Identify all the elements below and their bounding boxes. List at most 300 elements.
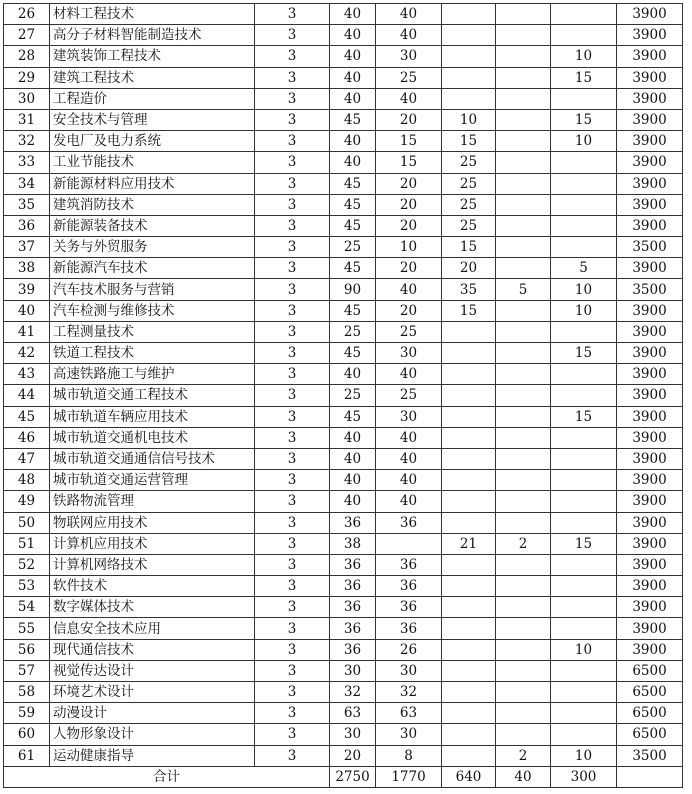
tuition-fee: 3900 <box>617 427 683 448</box>
table-row <box>4 279 683 300</box>
enrollment-total: 20 <box>330 745 376 766</box>
enrollment-col2: 25 <box>442 215 496 236</box>
enrollment-col2 <box>442 343 496 364</box>
row-number: 51 <box>4 533 50 554</box>
enrollment-total: 45 <box>330 300 376 321</box>
enrollment-total: 45 <box>330 173 376 194</box>
enrollment-col2 <box>442 364 496 385</box>
major-name: 建筑消防技术 <box>50 194 255 215</box>
enrollment-col3: 2 <box>496 745 551 766</box>
enrollment-total: 25 <box>330 385 376 406</box>
enrollment-col2 <box>442 448 496 469</box>
enrollment-col4 <box>551 724 617 745</box>
tuition-fee: 3900 <box>617 618 683 639</box>
enrollment-col3 <box>496 470 551 491</box>
enrollment-col2 <box>442 470 496 491</box>
enrollment-col1: 30 <box>376 660 442 681</box>
tuition-fee: 3900 <box>617 4 683 25</box>
study-years: 3 <box>255 152 330 173</box>
enrollment-col1: 25 <box>376 385 442 406</box>
study-years: 3 <box>255 660 330 681</box>
enrollment-col4 <box>551 660 617 681</box>
row-number: 37 <box>4 237 50 258</box>
major-name: 动漫设计 <box>50 703 255 724</box>
row-number: 39 <box>4 279 50 300</box>
table-row <box>4 512 683 533</box>
enrollment-col1: 40 <box>376 4 442 25</box>
enrollment-col1: 40 <box>376 448 442 469</box>
enrollment-col2: 25 <box>442 194 496 215</box>
study-years: 3 <box>255 554 330 575</box>
table-row <box>4 745 683 766</box>
table-row <box>4 554 683 575</box>
row-number: 33 <box>4 152 50 173</box>
study-years: 3 <box>255 109 330 130</box>
table-row <box>4 448 683 469</box>
enrollment-col1: 40 <box>376 470 442 491</box>
enrollment-col4 <box>551 576 617 597</box>
enrollment-col3 <box>496 406 551 427</box>
enrollment-col2 <box>442 576 496 597</box>
enrollment-col1: 20 <box>376 258 442 279</box>
major-name: 新能源汽车技术 <box>50 258 255 279</box>
study-years: 3 <box>255 237 330 258</box>
enrollment-col4 <box>551 152 617 173</box>
table-row <box>4 194 683 215</box>
tuition-fee: 3900 <box>617 597 683 618</box>
enrollment-total: 90 <box>330 279 376 300</box>
major-name: 高速铁路施工与维护 <box>50 364 255 385</box>
enrollment-col1: 15 <box>376 152 442 173</box>
enrollment-col4: 5 <box>551 258 617 279</box>
enrollment-col1: 25 <box>376 67 442 88</box>
tuition-fee: 3900 <box>617 470 683 491</box>
table-row <box>4 152 683 173</box>
enrollment-total: 40 <box>330 152 376 173</box>
row-number: 36 <box>4 215 50 236</box>
enrollment-col3 <box>496 576 551 597</box>
enrollment-col4: 15 <box>551 67 617 88</box>
enrollment-col4 <box>551 554 617 575</box>
table-row <box>4 491 683 512</box>
enrollment-col2 <box>442 25 496 46</box>
major-name: 数字媒体技术 <box>50 597 255 618</box>
study-years: 3 <box>255 427 330 448</box>
study-years: 3 <box>255 470 330 491</box>
row-number: 30 <box>4 88 50 109</box>
enrollment-col2 <box>442 724 496 745</box>
table-row <box>4 470 683 491</box>
enrollment-col4 <box>551 215 617 236</box>
enrollment-col3: 2 <box>496 533 551 554</box>
row-number: 43 <box>4 364 50 385</box>
table-row <box>4 215 683 236</box>
enrollment-col2 <box>442 660 496 681</box>
table-row <box>4 660 683 681</box>
major-name: 工业节能技术 <box>50 152 255 173</box>
tuition-fee: 3900 <box>617 109 683 130</box>
study-years: 3 <box>255 682 330 703</box>
enrollment-col2 <box>442 406 496 427</box>
row-number: 58 <box>4 682 50 703</box>
tuition-fee: 3900 <box>617 406 683 427</box>
major-name: 城市轨道交通机电技术 <box>50 427 255 448</box>
enrollment-total: 40 <box>330 25 376 46</box>
enrollment-col1: 26 <box>376 639 442 660</box>
row-number: 32 <box>4 131 50 152</box>
enrollment-col1: 40 <box>376 364 442 385</box>
enrollment-total: 40 <box>330 364 376 385</box>
tuition-fee: 3900 <box>617 491 683 512</box>
row-number: 61 <box>4 745 50 766</box>
enrollment-total: 36 <box>330 554 376 575</box>
enrollment-col2 <box>442 321 496 342</box>
tuition-fee: 3900 <box>617 152 683 173</box>
enrollment-col4: 15 <box>551 109 617 130</box>
enrollment-col3 <box>496 512 551 533</box>
study-years: 3 <box>255 67 330 88</box>
enrollment-total: 36 <box>330 512 376 533</box>
study-years: 3 <box>255 88 330 109</box>
enrollment-col1: 40 <box>376 279 442 300</box>
enrollment-col3 <box>496 554 551 575</box>
enrollment-col1: 15 <box>376 131 442 152</box>
enrollment-col1: 30 <box>376 724 442 745</box>
tuition-fee: 3900 <box>617 131 683 152</box>
study-years: 3 <box>255 343 330 364</box>
row-number: 54 <box>4 597 50 618</box>
enrollment-total: 30 <box>330 724 376 745</box>
table-body <box>4 4 683 788</box>
enrollment-col3 <box>496 215 551 236</box>
row-number: 57 <box>4 660 50 681</box>
major-name: 汽车技术服务与营销 <box>50 279 255 300</box>
enrollment-total: 40 <box>330 131 376 152</box>
study-years: 3 <box>255 703 330 724</box>
enrollment-col1: 30 <box>376 343 442 364</box>
enrollment-col1: 40 <box>376 491 442 512</box>
enrollment-total: 36 <box>330 597 376 618</box>
enrollment-total: 25 <box>330 321 376 342</box>
enrollment-plan-table <box>3 3 683 788</box>
row-number: 47 <box>4 448 50 469</box>
major-name: 信息安全技术应用 <box>50 618 255 639</box>
enrollment-col3 <box>496 237 551 258</box>
enrollment-col3: 5 <box>496 279 551 300</box>
enrollment-total: 25 <box>330 237 376 258</box>
enrollment-total: 45 <box>330 406 376 427</box>
enrollment-col3 <box>496 173 551 194</box>
enrollment-col4: 15 <box>551 533 617 554</box>
table-row <box>4 258 683 279</box>
enrollment-col3 <box>496 321 551 342</box>
table-row <box>4 703 683 724</box>
enrollment-col3 <box>496 448 551 469</box>
enrollment-col4: 10 <box>551 131 617 152</box>
study-years: 3 <box>255 279 330 300</box>
enrollment-col1: 36 <box>376 597 442 618</box>
major-name: 高分子材料智能制造技术 <box>50 25 255 46</box>
table-row <box>4 4 683 25</box>
tuition-fee: 3900 <box>617 215 683 236</box>
tuition-fee: 3900 <box>617 639 683 660</box>
row-number: 50 <box>4 512 50 533</box>
enrollment-col2 <box>442 4 496 25</box>
enrollment-col3 <box>496 88 551 109</box>
enrollment-col1: 30 <box>376 46 442 67</box>
enrollment-col2 <box>442 512 496 533</box>
study-years: 3 <box>255 724 330 745</box>
enrollment-col3 <box>496 258 551 279</box>
table-row <box>4 237 683 258</box>
tuition-fee: 3500 <box>617 237 683 258</box>
row-number: 42 <box>4 343 50 364</box>
tuition-fee: 6500 <box>617 724 683 745</box>
enrollment-col2 <box>442 46 496 67</box>
enrollment-col4 <box>551 25 617 46</box>
total-row <box>4 766 683 787</box>
table-row <box>4 724 683 745</box>
enrollment-col4 <box>551 364 617 385</box>
enrollment-col3 <box>496 385 551 406</box>
table-row <box>4 67 683 88</box>
row-number: 26 <box>4 4 50 25</box>
enrollment-col2 <box>442 703 496 724</box>
enrollment-col2 <box>442 639 496 660</box>
total-label: 合计 <box>4 766 330 787</box>
enrollment-total: 63 <box>330 703 376 724</box>
enrollment-col1: 63 <box>376 703 442 724</box>
table-row <box>4 576 683 597</box>
row-number: 41 <box>4 321 50 342</box>
study-years: 3 <box>255 258 330 279</box>
enrollment-col2: 15 <box>442 237 496 258</box>
study-years: 3 <box>255 385 330 406</box>
enrollment-total: 45 <box>330 258 376 279</box>
major-name: 发电厂及电力系统 <box>50 131 255 152</box>
enrollment-col2 <box>442 618 496 639</box>
enrollment-col3 <box>496 639 551 660</box>
major-name: 环境艺术设计 <box>50 682 255 703</box>
enrollment-total: 36 <box>330 618 376 639</box>
enrollment-col1: 20 <box>376 173 442 194</box>
major-name: 铁路物流管理 <box>50 491 255 512</box>
table-row <box>4 25 683 46</box>
major-name: 现代通信技术 <box>50 639 255 660</box>
tuition-fee: 3900 <box>617 88 683 109</box>
enrollment-col4 <box>551 427 617 448</box>
study-years: 3 <box>255 406 330 427</box>
enrollment-col2 <box>442 554 496 575</box>
enrollment-col3 <box>496 25 551 46</box>
enrollment-col2: 35 <box>442 279 496 300</box>
major-name: 运动健康指导 <box>50 745 255 766</box>
tuition-fee: 3900 <box>617 300 683 321</box>
total-col2: 640 <box>442 766 496 787</box>
enrollment-col4 <box>551 470 617 491</box>
study-years: 3 <box>255 364 330 385</box>
table-row <box>4 639 683 660</box>
table-row <box>4 427 683 448</box>
table-row <box>4 173 683 194</box>
enrollment-total: 40 <box>330 67 376 88</box>
row-number: 38 <box>4 258 50 279</box>
tuition-fee: 3900 <box>617 25 683 46</box>
major-name: 关务与外贸服务 <box>50 237 255 258</box>
enrollment-col2 <box>442 385 496 406</box>
enrollment-col4: 10 <box>551 279 617 300</box>
major-name: 建筑工程技术 <box>50 67 255 88</box>
enrollment-col2: 25 <box>442 173 496 194</box>
enrollment-col4 <box>551 618 617 639</box>
study-years: 3 <box>255 533 330 554</box>
enrollment-col2: 15 <box>442 300 496 321</box>
enrollment-col4 <box>551 512 617 533</box>
enrollment-col1: 36 <box>376 576 442 597</box>
row-number: 53 <box>4 576 50 597</box>
enrollment-col1: 36 <box>376 554 442 575</box>
table-row <box>4 131 683 152</box>
tuition-fee: 3900 <box>617 448 683 469</box>
enrollment-total: 40 <box>330 4 376 25</box>
tuition-fee: 3900 <box>617 258 683 279</box>
study-years: 3 <box>255 448 330 469</box>
enrollment-col4: 10 <box>551 745 617 766</box>
tuition-fee: 3500 <box>617 745 683 766</box>
study-years: 3 <box>255 194 330 215</box>
tuition-fee: 3900 <box>617 554 683 575</box>
major-name: 安全技术与管理 <box>50 109 255 130</box>
row-number: 28 <box>4 46 50 67</box>
study-years: 3 <box>255 321 330 342</box>
tuition-fee: 6500 <box>617 703 683 724</box>
tuition-fee: 3900 <box>617 194 683 215</box>
row-number: 52 <box>4 554 50 575</box>
total-col3: 40 <box>496 766 551 787</box>
enrollment-col4: 10 <box>551 639 617 660</box>
enrollment-col4 <box>551 237 617 258</box>
study-years: 3 <box>255 173 330 194</box>
enrollment-col2 <box>442 682 496 703</box>
enrollment-col4 <box>551 491 617 512</box>
enrollment-col4: 10 <box>551 46 617 67</box>
enrollment-col4: 15 <box>551 343 617 364</box>
tuition-fee: 3900 <box>617 364 683 385</box>
tuition-fee: 3900 <box>617 173 683 194</box>
enrollment-col3 <box>496 131 551 152</box>
study-years: 3 <box>255 512 330 533</box>
enrollment-col3 <box>496 109 551 130</box>
enrollment-col3 <box>496 618 551 639</box>
study-years: 3 <box>255 576 330 597</box>
enrollment-total: 40 <box>330 491 376 512</box>
major-name: 软件技术 <box>50 576 255 597</box>
enrollment-total: 45 <box>330 343 376 364</box>
enrollment-col3 <box>496 152 551 173</box>
table-row <box>4 682 683 703</box>
enrollment-col1: 40 <box>376 88 442 109</box>
enrollment-col2: 20 <box>442 258 496 279</box>
study-years: 3 <box>255 215 330 236</box>
enrollment-col1: 10 <box>376 237 442 258</box>
row-number: 27 <box>4 25 50 46</box>
tuition-fee: 3900 <box>617 533 683 554</box>
enrollment-col3 <box>496 67 551 88</box>
enrollment-total: 40 <box>330 448 376 469</box>
enrollment-col2 <box>442 88 496 109</box>
table-row <box>4 300 683 321</box>
study-years: 3 <box>255 46 330 67</box>
study-years: 3 <box>255 300 330 321</box>
enrollment-col3 <box>496 4 551 25</box>
major-name: 材料工程技术 <box>50 4 255 25</box>
enrollment-col3 <box>496 194 551 215</box>
table-row <box>4 364 683 385</box>
study-years: 3 <box>255 491 330 512</box>
enrollment-col4 <box>551 4 617 25</box>
total-col4: 300 <box>551 766 617 787</box>
tuition-fee: 3900 <box>617 512 683 533</box>
row-number: 60 <box>4 724 50 745</box>
table-row <box>4 618 683 639</box>
enrollment-col1: 8 <box>376 745 442 766</box>
enrollment-col4 <box>551 385 617 406</box>
enrollment-col2: 10 <box>442 109 496 130</box>
major-name: 物联网应用技术 <box>50 512 255 533</box>
major-name: 城市轨道交通工程技术 <box>50 385 255 406</box>
study-years: 3 <box>255 745 330 766</box>
enrollment-col3 <box>496 427 551 448</box>
enrollment-col4 <box>551 173 617 194</box>
major-name: 新能源材料应用技术 <box>50 173 255 194</box>
enrollment-total: 38 <box>330 533 376 554</box>
enrollment-col3 <box>496 660 551 681</box>
enrollment-col3 <box>496 682 551 703</box>
enrollment-col4 <box>551 682 617 703</box>
row-number: 55 <box>4 618 50 639</box>
enrollment-col4 <box>551 597 617 618</box>
table-row <box>4 597 683 618</box>
major-name: 工程测量技术 <box>50 321 255 342</box>
table-row <box>4 533 683 554</box>
total-enrollment: 2750 <box>330 766 376 787</box>
enrollment-col1: 25 <box>376 321 442 342</box>
enrollment-col3 <box>496 597 551 618</box>
row-number: 34 <box>4 173 50 194</box>
enrollment-col4 <box>551 448 617 469</box>
total-fee-cell <box>617 766 683 787</box>
study-years: 3 <box>255 639 330 660</box>
enrollment-col4: 10 <box>551 300 617 321</box>
enrollment-col3 <box>496 703 551 724</box>
row-number: 29 <box>4 67 50 88</box>
tuition-fee: 3900 <box>617 46 683 67</box>
enrollment-col3 <box>496 46 551 67</box>
enrollment-col2: 25 <box>442 152 496 173</box>
table-row <box>4 46 683 67</box>
enrollment-col1: 20 <box>376 300 442 321</box>
enrollment-total: 40 <box>330 88 376 109</box>
table-row <box>4 321 683 342</box>
enrollment-col1: 36 <box>376 618 442 639</box>
enrollment-col1: 40 <box>376 25 442 46</box>
total-col1: 1770 <box>376 766 442 787</box>
tuition-fee: 3900 <box>617 385 683 406</box>
enrollment-col1: 30 <box>376 406 442 427</box>
study-years: 3 <box>255 25 330 46</box>
row-number: 45 <box>4 406 50 427</box>
enrollment-total: 40 <box>330 427 376 448</box>
